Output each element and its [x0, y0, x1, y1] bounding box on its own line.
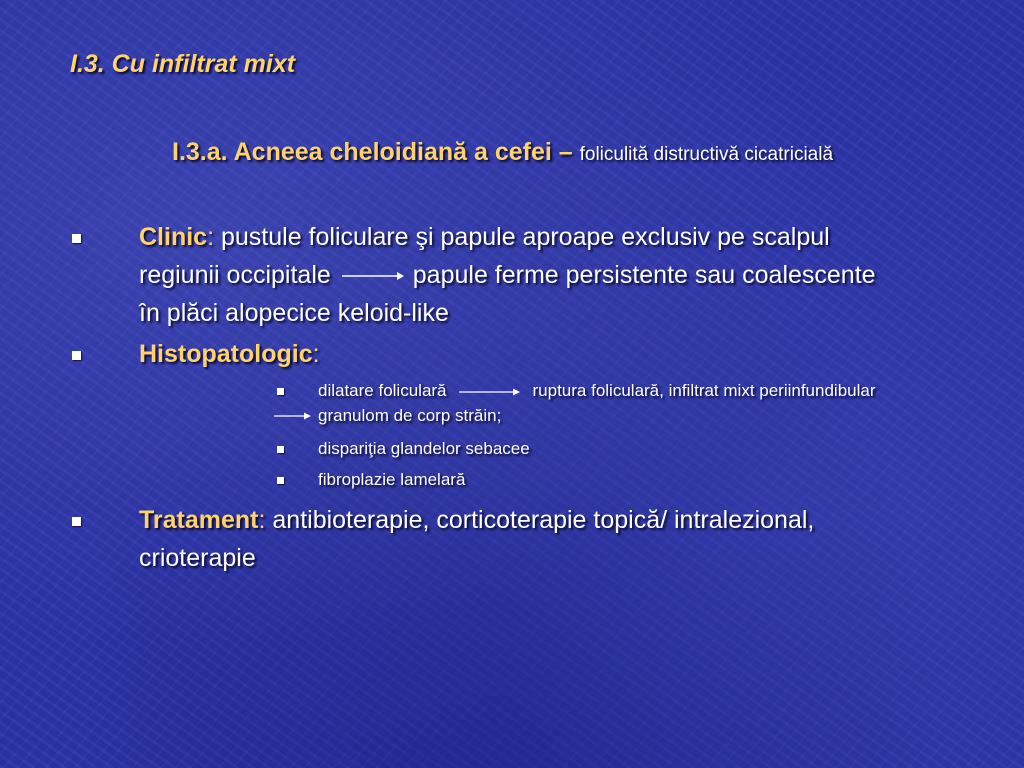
- clinic-text-1: pustule foliculare şi papule aproape exclusiv pe scalpul: [214, 223, 830, 251]
- histo-item-3: fibroplazie lamelară: [318, 470, 466, 489]
- arrow-right-icon: [457, 386, 521, 398]
- square-bullet-icon: [277, 477, 284, 484]
- square-bullet-icon: [72, 517, 81, 526]
- square-bullet-icon: [72, 351, 81, 360]
- square-bullet-icon: [72, 234, 81, 243]
- arrow-right-icon: [272, 410, 312, 422]
- slide-title: I.3. Cu infiltrat mixt: [70, 50, 296, 78]
- histo-item-1b: ruptura foliculară, infiltrat mixt periinfundibular: [532, 381, 876, 400]
- clinic-label: Clinic: [139, 223, 208, 251]
- clinic-colon: :: [207, 223, 215, 251]
- histo-item-1: [318, 378, 876, 404]
- square-bullet-icon: [277, 388, 284, 395]
- arrow-right-icon: [339, 269, 405, 283]
- subtitle-main: I.3.a. Acneea cheloidiană a cefei: [172, 138, 552, 166]
- histo-label: Histopatologic: [139, 340, 313, 368]
- histo-item-2: dispariţia glandelor sebacee: [318, 439, 530, 458]
- clinic-line-3: în plăci alopecice keloid-like: [139, 299, 449, 327]
- treatment-bullet: [139, 501, 999, 577]
- clinic-text-2a: regiunii occipitale: [139, 261, 331, 289]
- clinic-line-2: [139, 256, 999, 294]
- histo-bullet: [139, 335, 320, 373]
- clinic-line-1: [139, 218, 999, 256]
- histo-item-1c: granulom de corp străin;: [318, 406, 502, 425]
- clinic-bullet: [139, 218, 999, 332]
- treatment-text-1: antibioterapie, corticoterapie topică/ intralezional,: [265, 506, 815, 534]
- treatment-colon: :: [258, 506, 266, 534]
- clinic-text-2b: papule ferme persistente sau coalescente: [412, 261, 876, 289]
- histo-item-1a: dilatare foliculară: [318, 381, 447, 400]
- subtitle-dash: –: [551, 138, 580, 166]
- treatment-label: Tratament: [139, 506, 259, 534]
- section-subtitle: [172, 138, 833, 167]
- histo-colon: :: [312, 340, 320, 368]
- treatment-line-1: [139, 501, 999, 539]
- square-bullet-icon: [277, 446, 284, 453]
- subtitle-rest: foliculită distructivă cicatricială: [579, 144, 834, 165]
- treatment-line-2: crioterapie: [139, 544, 256, 572]
